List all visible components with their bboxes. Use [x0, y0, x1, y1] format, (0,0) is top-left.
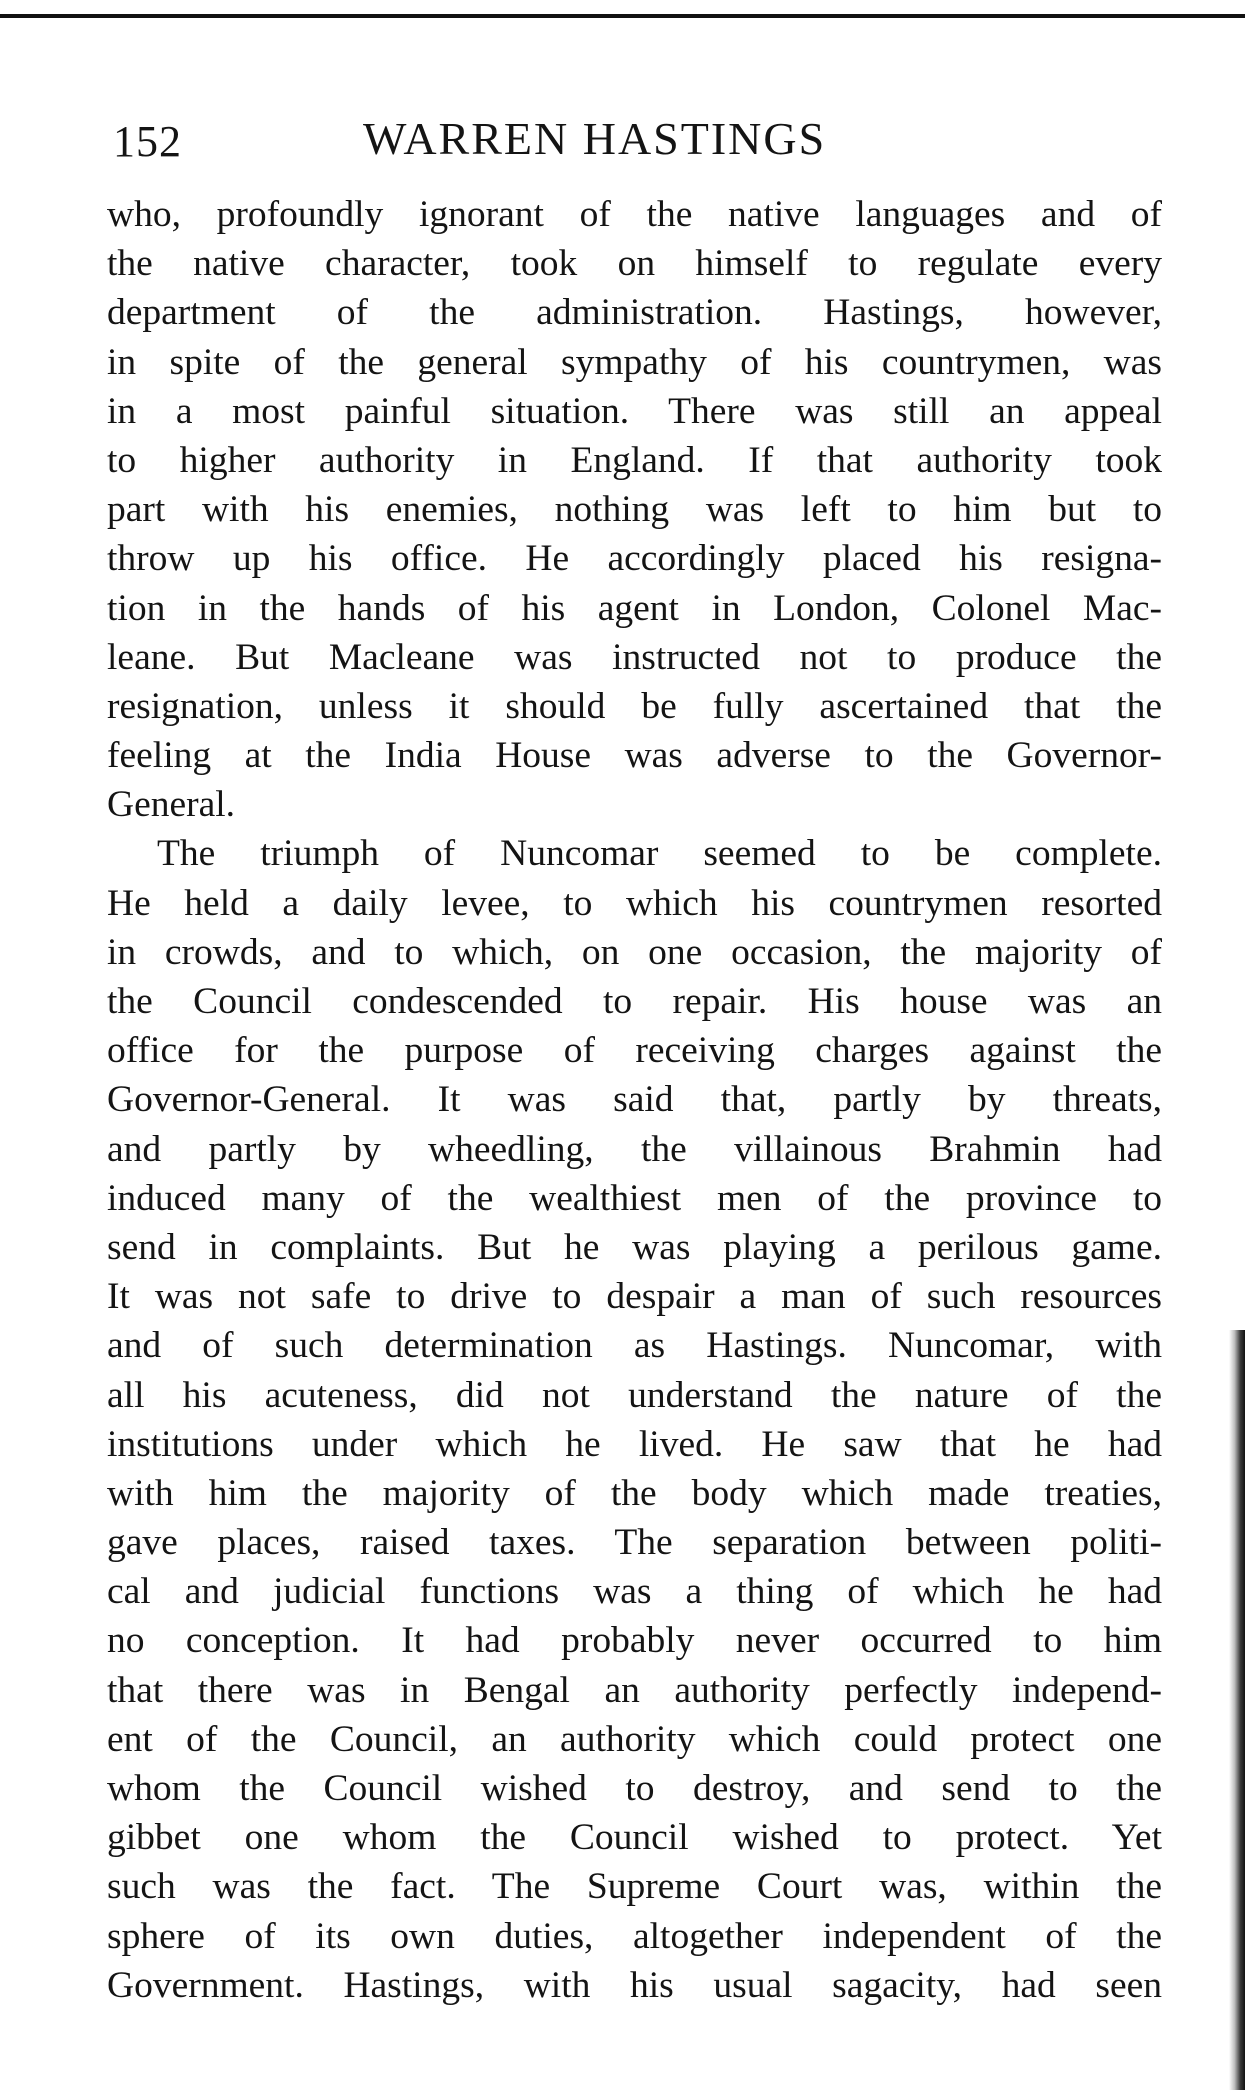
body-text [107, 190, 1162, 2010]
text-line: General. [107, 784, 236, 826]
text-line: all his acuteness, did not understand the nature of the [107, 1374, 1162, 1416]
text-line: and partly by wheedling, the villainous Brahmin had [107, 1128, 1162, 1170]
text-line: tion in the hands of his agent in London, Colonel Mac- [107, 587, 1162, 629]
paragraph-1 [107, 190, 1162, 829]
text-line: in a most painful situation. There was still an appeal [107, 390, 1162, 432]
page-number: 152 [113, 117, 182, 166]
text-line: leane. But Macleane was instructed not to produce the [107, 636, 1162, 678]
text-line: induced many of the wealthiest men of the province to [107, 1177, 1162, 1219]
text-line: The triumph of Nuncomar seemed to be complete. [157, 833, 1162, 875]
text-line: cal and judicial functions was a thing of which he had [107, 1571, 1162, 1613]
text-line: in crowds, and to which, on one occasion, the majority of [107, 931, 1162, 973]
text-line: office for the purpose of receiving charges against the [107, 1030, 1162, 1072]
text-line: that there was in Bengal an authority perfectly independ- [107, 1669, 1162, 1711]
text-line: send in complaints. But he was playing a perilous game. [107, 1226, 1162, 1268]
text-line: sphere of its own duties, altogether independent of the [107, 1915, 1162, 1957]
text-line: department of the administration. Hastings, however, [107, 292, 1162, 334]
text-line: gibbet one whom the Council wished to protect. Yet [107, 1817, 1162, 1859]
page-edge-shadow [1229, 1330, 1245, 2090]
text-line: such was the fact. The Supreme Court was, within the [107, 1866, 1162, 1908]
text-line: whom the Council wished to destroy, and send to the [107, 1768, 1162, 1809]
text-line: in spite of the general sympathy of his countrymen, was [107, 341, 1162, 383]
top-border-rule [0, 0, 1245, 18]
text-line: to higher authority in England. If that authority took [107, 439, 1162, 481]
text-line: gave places, raised taxes. The separation between politi- [107, 1522, 1162, 1564]
text-line: throw up his office. He accordingly placed his resigna- [107, 538, 1162, 580]
text-line: who, profoundly ignorant of the native languages and of [107, 194, 1162, 235]
text-line: It was not safe to drive to despair a man of such resources [107, 1276, 1162, 1318]
text-line: part with his enemies, nothing was left to him but to [107, 489, 1162, 531]
running-head [113, 108, 1163, 168]
paragraph-2 [107, 829, 1162, 2010]
text-line: the Council condescended to repair. His house was an [107, 981, 1162, 1022]
text-line: and of such determination as Hastings. Nuncomar, with [107, 1325, 1162, 1367]
text-line: feeling at the India House was adverse to the Governor- [107, 735, 1162, 777]
text-line: the native character, took on himself to regulate every [107, 243, 1162, 285]
text-line: resignation, unless it should be fully ascertained that the [107, 685, 1162, 727]
running-title: WARREN HASTINGS [363, 113, 827, 164]
text-line: Government. Hastings, with his usual sagacity, had seen [107, 1964, 1162, 2006]
text-line: He held a daily levee, to which his countrymen resorted [107, 882, 1162, 924]
text-line: no conception. It had probably never occurred to him [107, 1620, 1162, 1662]
text-line: institutions under which he lived. He saw that he had [107, 1423, 1162, 1465]
text-line: Governor-General. It was said that, partly by threats, [107, 1079, 1162, 1121]
text-line: ent of the Council, an authority which could protect one [107, 1718, 1162, 1760]
text-line: with him the majority of the body which made treaties, [107, 1472, 1162, 1514]
